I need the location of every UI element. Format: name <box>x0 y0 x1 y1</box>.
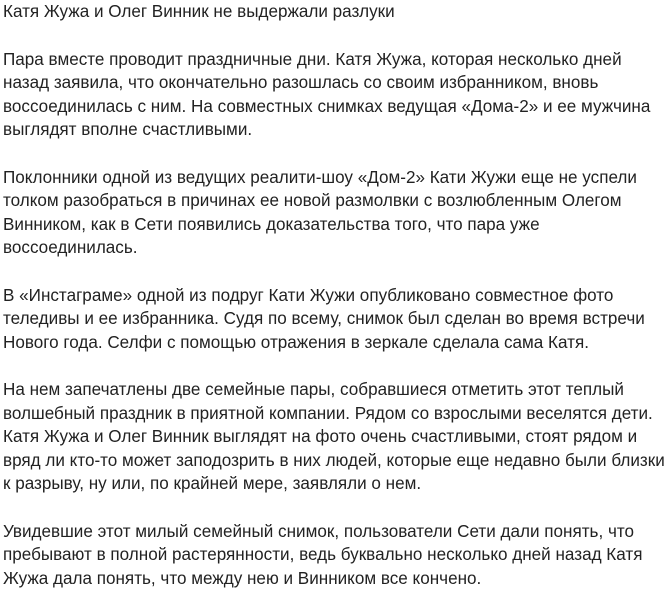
article-paragraph-4: На нем запечатлены две семейные пары, собравшиеся отметить этот теплый волшебный праздник в приятной компании. Рядом со взрослыми веселятся дети. Катя Жужа и Олег Винник выглядят на фото очень счастливыми, стоят рядом и вряд ли кто-то может заподозрить в них людей, которые еще недавно были близки к разрыву, ну или, по крайней мере, заявляли о нем. <box>3 380 665 493</box>
article-paragraph-1: Пара вместе проводит праздничные дни. Катя Жужа, которая несколько дней назад заявила, что окончательно разошлась со своим избранником, вновь воссоединилась с ним. На совместных снимках ведущая «Дома-2» и ее мужчина выглядят вполне счастливыми. <box>3 49 651 139</box>
article <box>3 0 667 590</box>
article-paragraph-2: Поклонники одной из ведущих реалити-шоу «Дом-2» Кати Жужи еще не успели толком разобраться в причинах ее новой размолвки с возлюбленным Олегом Винником, как в Сети появились доказательства того, что пара уже воссоединилась. <box>3 167 637 257</box>
article-title: Катя Жужа и Олег Винник не выдержали разлуки <box>3 2 395 21</box>
article-paragraph-3: В «Инстаграме» одной из подруг Кати Жужи опубликовано совместное фото теледивы и ее избранника. Судя по всему, снимок был сделан во время встречи Нового года. Селфи с помощью отражения в зеркале сделала сама Катя. <box>3 285 645 352</box>
article-paragraph-5: Увидевшие этот милый семейный снимок, пользователи Сети дали понять, что пребывают в полной растерянности, ведь буквально несколько дней назад Катя Жужа дала понять, что между нею и Винником все кончено. <box>3 521 643 588</box>
